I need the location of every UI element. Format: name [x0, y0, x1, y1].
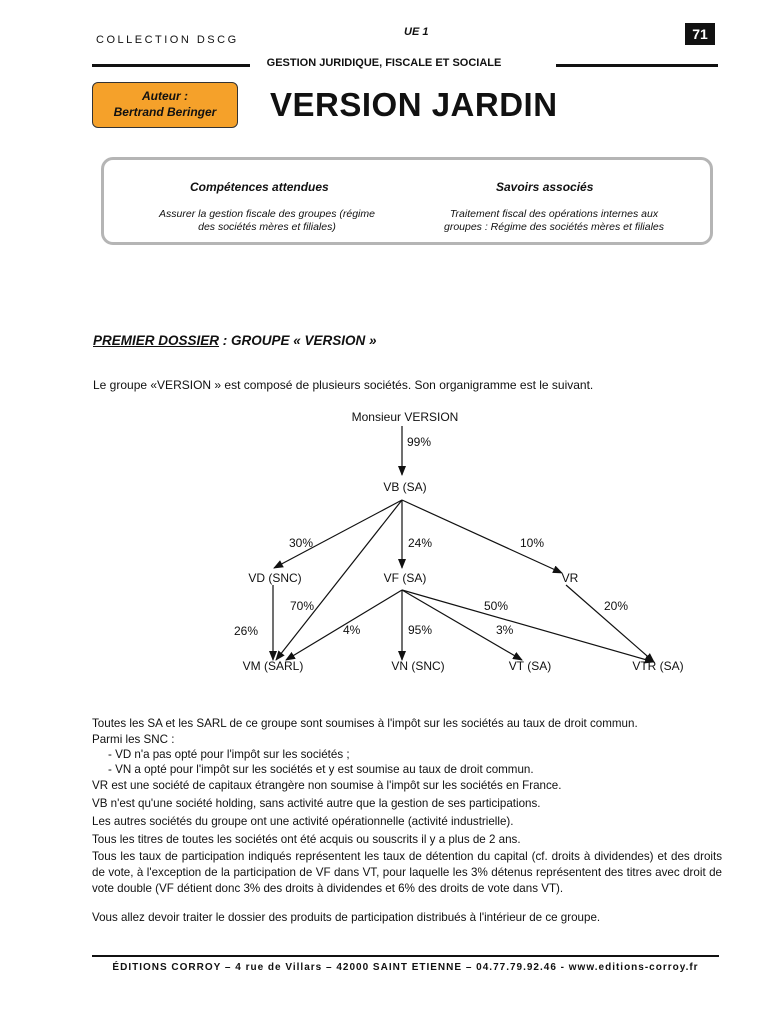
subject-title: GESTION JURIDIQUE, FISCALE ET SOCIALE — [266, 57, 502, 69]
node-vtr: VTR (SA) — [632, 659, 684, 673]
label-vr-vtr: 20% — [604, 599, 629, 613]
node-vt: VT (SA) — [508, 659, 552, 673]
node-vb: VB (SA) — [383, 480, 427, 494]
node-vn: VN (SNC) — [391, 659, 445, 673]
author-name: Bertrand Beringer — [113, 105, 217, 119]
label-vf-vm: 4% — [343, 623, 361, 637]
dossier-rest: : GROUPE « VERSION » — [219, 333, 377, 348]
paragraph-6: VB n'est qu'une société holding, sans activité autre que la gestion de ses participations. — [92, 797, 541, 810]
paragraph-1: Toutes les SA et les SARL de ce groupe sont soumises à l'impôt sur les sociétés au taux de droit commun. — [92, 717, 638, 730]
label-vb-vr: 10% — [520, 536, 545, 550]
page-number: 71 — [685, 23, 715, 45]
node-vm: VM (SARL) — [242, 659, 304, 673]
paragraph-9: Tous les taux de participation indiqués représentent les taux de détention du capital (cf. droits à dividendes) et des droits de vote, à l'exception de la participation de VF dans VT, pour laquelle les 3% détenus représentent des titres avec droit de vote double (VF détient donc 3% des droits à dividendes et 6% des droits de vote dans VT). — [92, 850, 722, 895]
footer-rule — [92, 955, 719, 957]
footer-text: ÉDITIONS CORROY – 4 rue de Villars – 42000 SAINT ETIENNE – 04.77.79.92.46 - www.editions-corroy.fr — [112, 962, 699, 973]
skills-left-title: Compétences attendues — [190, 180, 329, 194]
node-vf: VF (SA) — [383, 571, 427, 585]
paragraph-10: Vous allez devoir traiter le dossier des produits de participation distribués à l'intérieur de ce groupe. — [92, 911, 601, 924]
intro-text: Le groupe «VERSION » est composé de plusieurs sociétés. Son organigramme est le suivant. — [93, 378, 594, 392]
node-monsieur: Monsieur VERSION — [351, 410, 459, 424]
paragraph-8: Tous les titres de toutes les sociétés ont été acquis ou souscrits il y a plus de 2 ans. — [92, 833, 521, 846]
author-label: Auteur : — [142, 89, 188, 103]
skills-right-title: Savoirs associés — [496, 180, 594, 194]
paragraph-7: Les autres sociétés du groupe ont une activité opérationnelle (activité industrielle). — [92, 815, 514, 828]
collection-label: COLLECTION DSCG — [96, 34, 239, 46]
paragraph-2: Parmi les SNC : — [92, 733, 175, 746]
label-vf-vn: 95% — [408, 623, 433, 637]
page-title: VERSION JARDIN — [270, 86, 558, 123]
edge-vr-vtr — [566, 585, 654, 662]
label-vf-vt: 3% — [496, 623, 514, 637]
skills-right-line-1: Traitement fiscal des opérations internes aux — [449, 208, 659, 220]
skills-right-line-2: groupes : Régime des sociétés mères et filiales — [443, 221, 665, 233]
label-vb-vf: 24% — [408, 536, 433, 550]
ue-label: UE 1 — [404, 26, 429, 38]
paragraph-3: - VD n'a pas opté pour l'impôt sur les sociétés ; — [108, 748, 350, 761]
paragraph-5: VR est une société de capitaux étrangère non soumise à l'impôt sur les sociétés en France. — [92, 779, 562, 792]
node-vd: VD (SNC) — [248, 571, 302, 585]
label-vb-vm: 70% — [290, 599, 315, 613]
skills-left-line-2: des sociétés mères et filiales) — [198, 221, 336, 233]
paragraph-4: - VN a opté pour l'impôt sur les sociétés et y est soumise au taux de droit commun. — [108, 763, 534, 776]
node-vr: VR — [561, 571, 579, 585]
label-vf-vtr: 50% — [484, 599, 509, 613]
edge-vb-vd — [274, 500, 402, 568]
dossier-prefix: PREMIER DOSSIER — [93, 333, 220, 348]
label-vd-vm: 26% — [234, 624, 259, 638]
label-monsieur-vb: 99% — [407, 435, 432, 449]
skills-left-line-1: Assurer la gestion fiscale des groupes (régime — [159, 208, 375, 220]
label-vb-vd: 30% — [289, 536, 314, 550]
